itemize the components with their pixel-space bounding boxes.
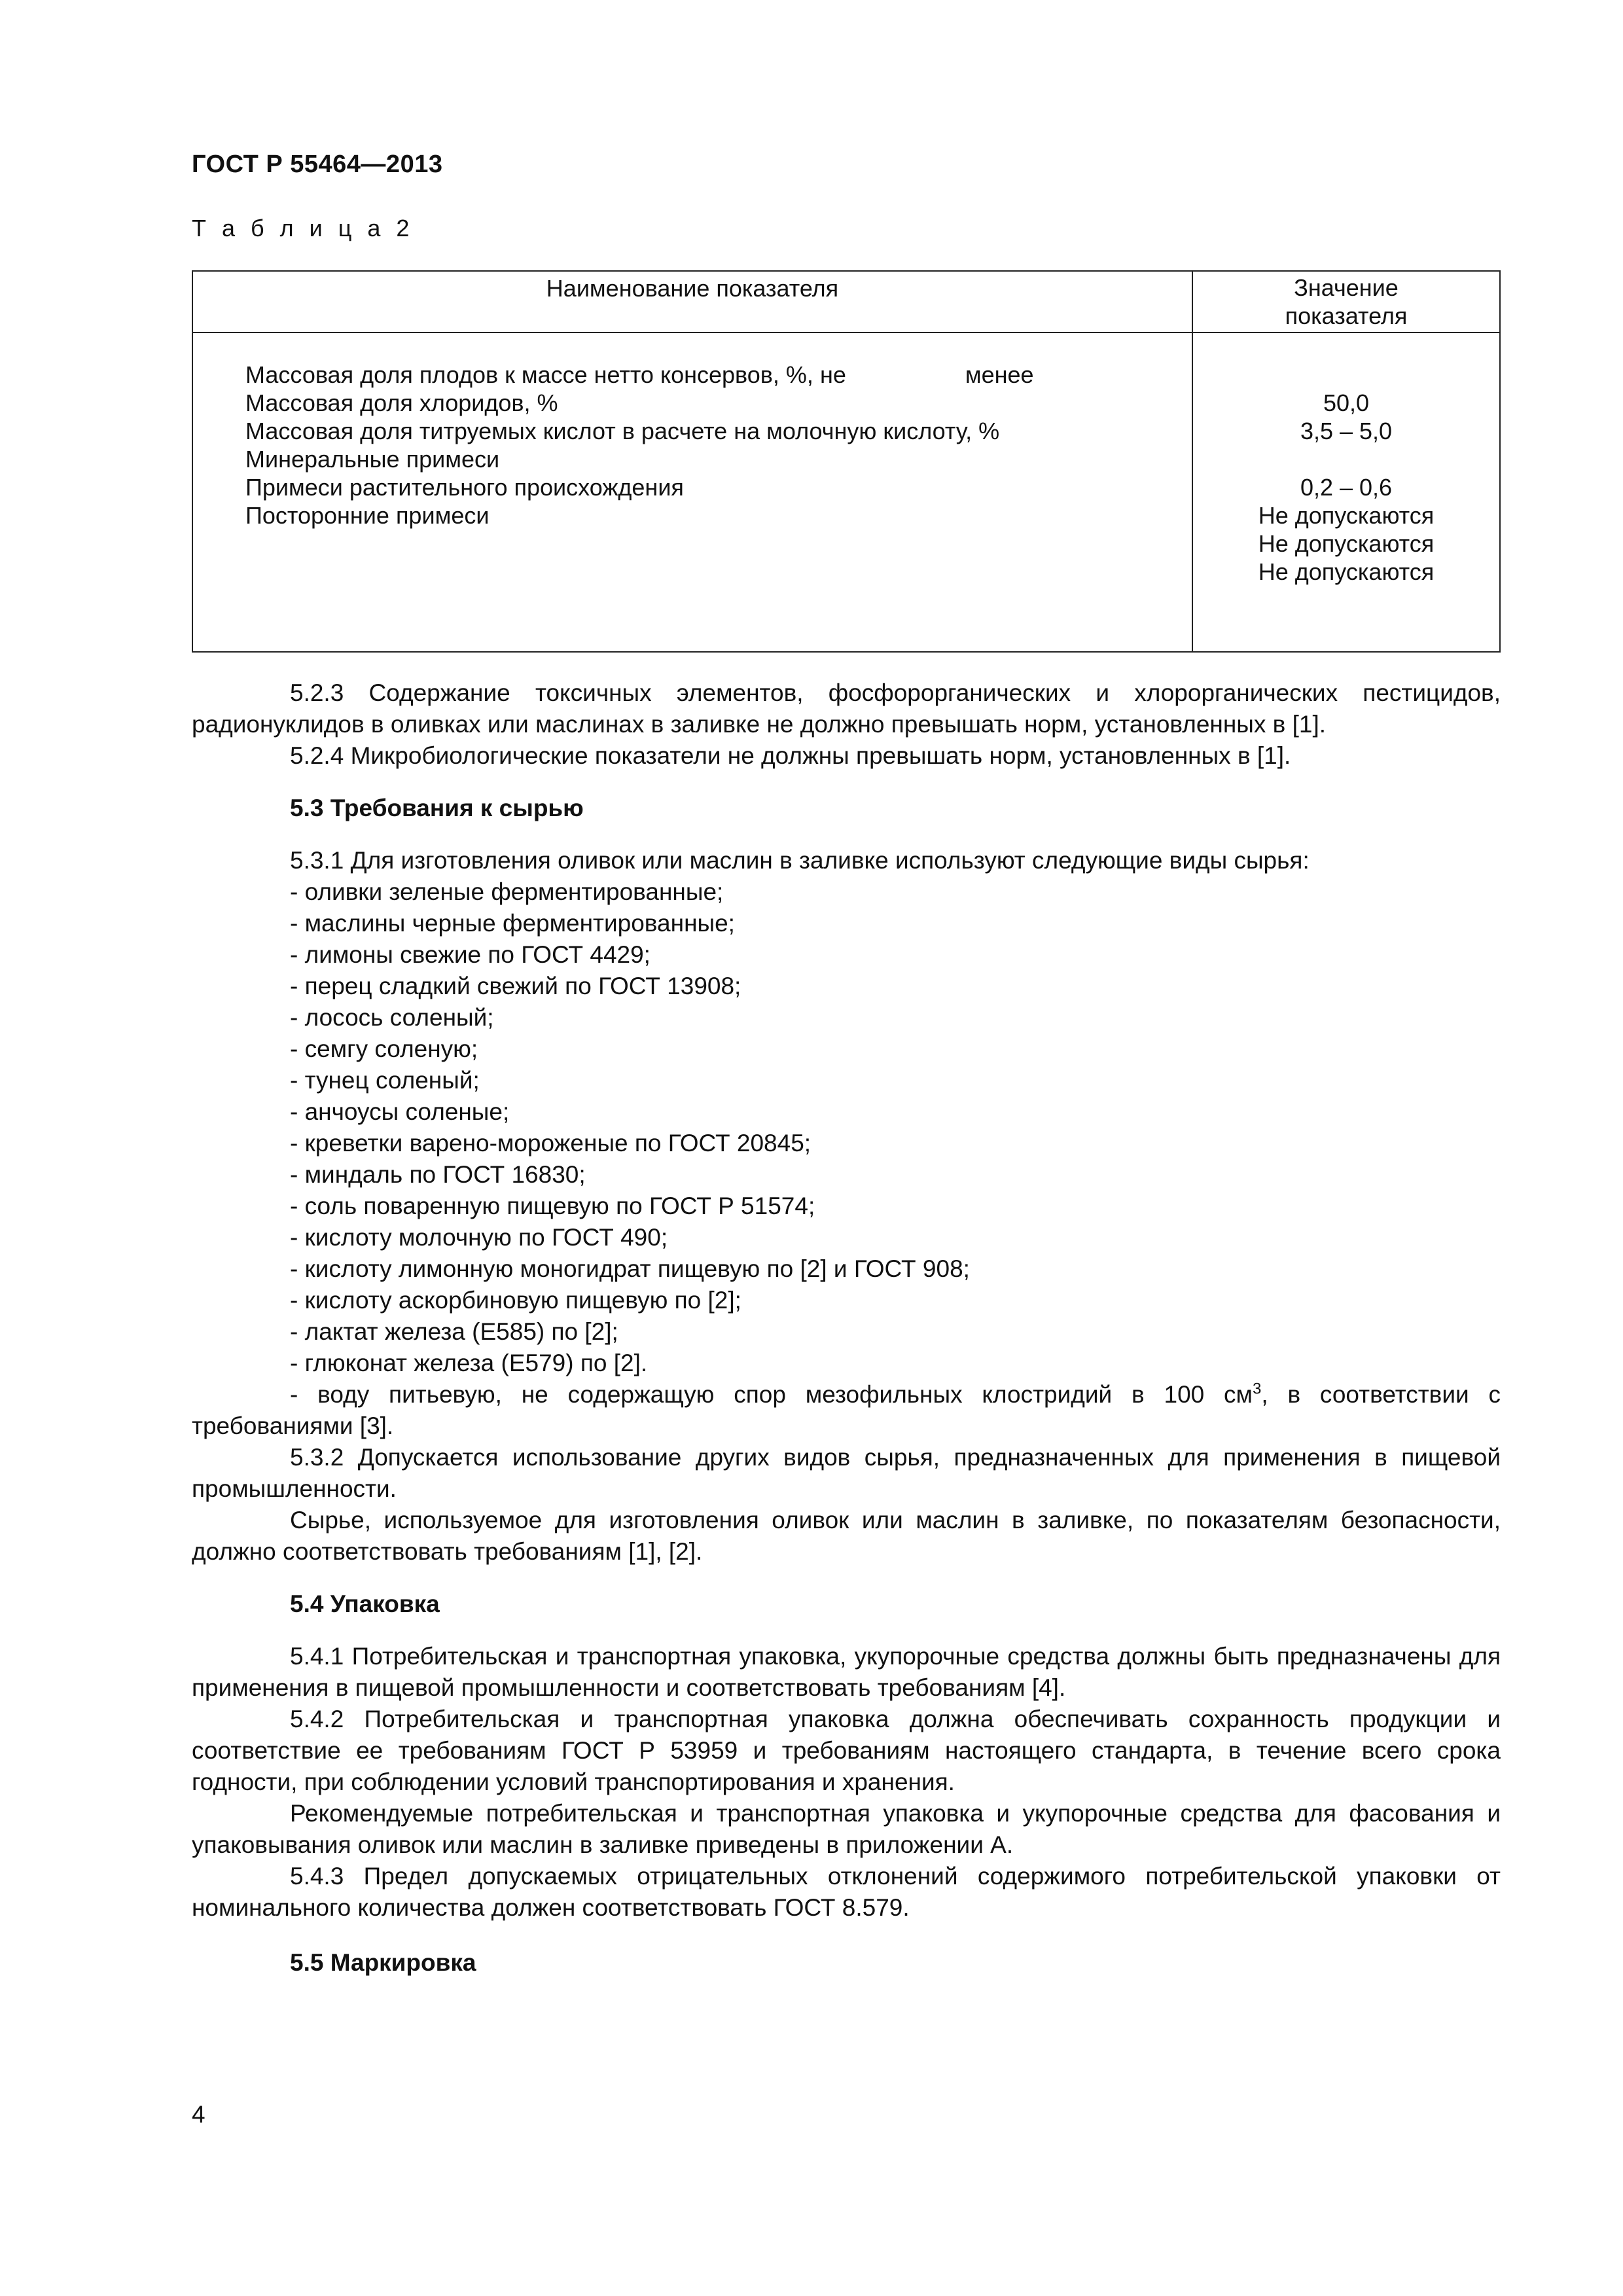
page-number: 4	[192, 2101, 205, 2128]
table-header-row	[192, 271, 1500, 332]
heading-5-3: 5.3 Требования к сырью	[290, 795, 584, 821]
paragraph-5-3-2-b: Сырье, используемое для изготовления оливок или маслин в заливке, по показателям безопасности, должно соответствовать требованиям [1], [2].	[192, 1507, 1501, 1565]
list-item: - кислоту аскорбиновую пищевую по [2];	[290, 1287, 741, 1314]
list-item: - кислоту молочную по ГОСТ 490;	[290, 1224, 668, 1251]
row-value: 3,5 – 5,0	[1300, 418, 1393, 444]
water-superscript: 3	[1252, 1380, 1262, 1398]
paragraph-5-2-4: 5.2.4 Микробиологические показатели не должны превышать норм, установленных в [1].	[290, 742, 1291, 769]
heading-5-5: 5.5 Маркировка	[290, 1949, 476, 1976]
col-header-value-line1: Значение	[1294, 274, 1399, 301]
indicators-table	[192, 270, 1501, 653]
list-item: - тунец соленый;	[290, 1067, 480, 1094]
list-item: - анчоусы соленые;	[290, 1098, 510, 1125]
list-item: - кислоту лимонную моногидрат пищевую по [2] и ГОСТ 908;	[290, 1255, 970, 1282]
col-header-value-line2: показателя	[1285, 302, 1408, 329]
list-item: - лосось соленый;	[290, 1004, 494, 1031]
row-label: Массовая доля плодов к массе нетто консервов, %, не	[245, 361, 846, 388]
paragraph-5-4-3: 5.4.3 Предел допускаемых отрицательных отклонений содержимого потребительской упаковки от номинального количества должен соответствовать ГОСТ 8.579.	[192, 1863, 1501, 1921]
paragraph-5-3-2: 5.3.2 Допускается использование других видов сырья, предназначенных для применения в пищевой промышленности.	[192, 1444, 1501, 1502]
paragraph-5-3-1: 5.3.1 Для изготовления оливок или маслин в заливке используют следующие виды сырья:	[290, 847, 1310, 874]
table-body-row	[192, 332, 1500, 652]
list-item: - миндаль по ГОСТ 16830;	[290, 1161, 586, 1188]
row-label-suffix: менее	[965, 361, 1034, 388]
list-item: - семгу соленую;	[290, 1035, 478, 1062]
list-item: - соль поваренную пищевую по ГОСТ Р 51574;	[290, 1193, 815, 1219]
row-value: Не допускаются	[1258, 530, 1435, 557]
paragraph-5-4-2: 5.4.2 Потребительская и транспортная упаковка должна обеспечивать сохранность продукции и соответствие ее требованиям ГОСТ Р 53959 и требованиям настоящего стандарта, в течение всего срока годности, при соблюдении условий транспортирования и хранения.	[192, 1706, 1501, 1795]
row-value: Не допускаются	[1258, 502, 1435, 529]
list-item: - глюконат железа (Е579) по [2].	[290, 1350, 648, 1376]
row-label: Минеральные примеси	[245, 446, 500, 473]
row-value: Не допускаются	[1258, 558, 1435, 585]
values-cell	[1192, 332, 1500, 652]
row-label: Примеси растительного происхождения	[245, 474, 684, 501]
names-cell	[192, 332, 1192, 652]
row-label: Массовая доля хлоридов, %	[245, 389, 558, 416]
list-item: - лимоны свежие по ГОСТ 4429;	[290, 941, 651, 968]
list-item: - лактат железа (Е585) по [2];	[290, 1318, 618, 1345]
list-item-water	[192, 1379, 1501, 1442]
list-item: - перец сладкий свежий по ГОСТ 13908;	[290, 973, 741, 999]
paragraph-5-4-2-b: Рекомендуемые потребительская и транспортная упаковка и укупорочные средства для фасования и упаковывания оливок или маслин в заливке приведены в приложении А.	[192, 1800, 1501, 1858]
list-item: - маслины черные ферментированные;	[290, 910, 735, 937]
paragraph-5-2-3: 5.2.3 Содержание токсичных элементов, фосфорорганических и хлорорганических пестицидов, радионуклидов в оливках или маслинах в заливке не должно превышать норм, установленных в [1].	[192, 679, 1501, 738]
row-label: Посторонние примеси	[245, 502, 490, 529]
row-value: 0,2 – 0,6	[1300, 474, 1393, 501]
col-header-name: Наименование показателя	[192, 271, 1192, 332]
row-label: Массовая доля титруемых кислот в расчете на молочную кислоту, %	[245, 418, 1000, 444]
section-text	[192, 677, 1501, 1979]
document-header: ГОСТ Р 55464—2013	[192, 151, 443, 178]
col-header-value	[1192, 271, 1500, 332]
raw-materials-list	[192, 876, 1501, 1442]
list-item: - оливки зеленые ферментированные;	[290, 878, 724, 905]
row-value: 50,0	[1323, 389, 1370, 416]
water-text-part1: - воду питьевую, не содержащую спор мезофильных клостридий в 100 см	[290, 1381, 1253, 1408]
paragraph-5-4-1: 5.4.1 Потребительская и транспортная упаковка, укупорочные средства должны быть предназначены для применения в пищевой промышленности и соответствовать требованиям [4].	[192, 1643, 1501, 1701]
list-item: - креветки варено-мороженые по ГОСТ 20845;	[290, 1130, 812, 1157]
heading-5-4: 5.4 Упаковка	[290, 1590, 440, 1617]
table-row	[245, 361, 1192, 389]
water-text-part2: , в соответствии с требованиями [3].	[192, 1381, 1501, 1439]
table-caption: Т а б л и ц а 2	[192, 215, 414, 242]
